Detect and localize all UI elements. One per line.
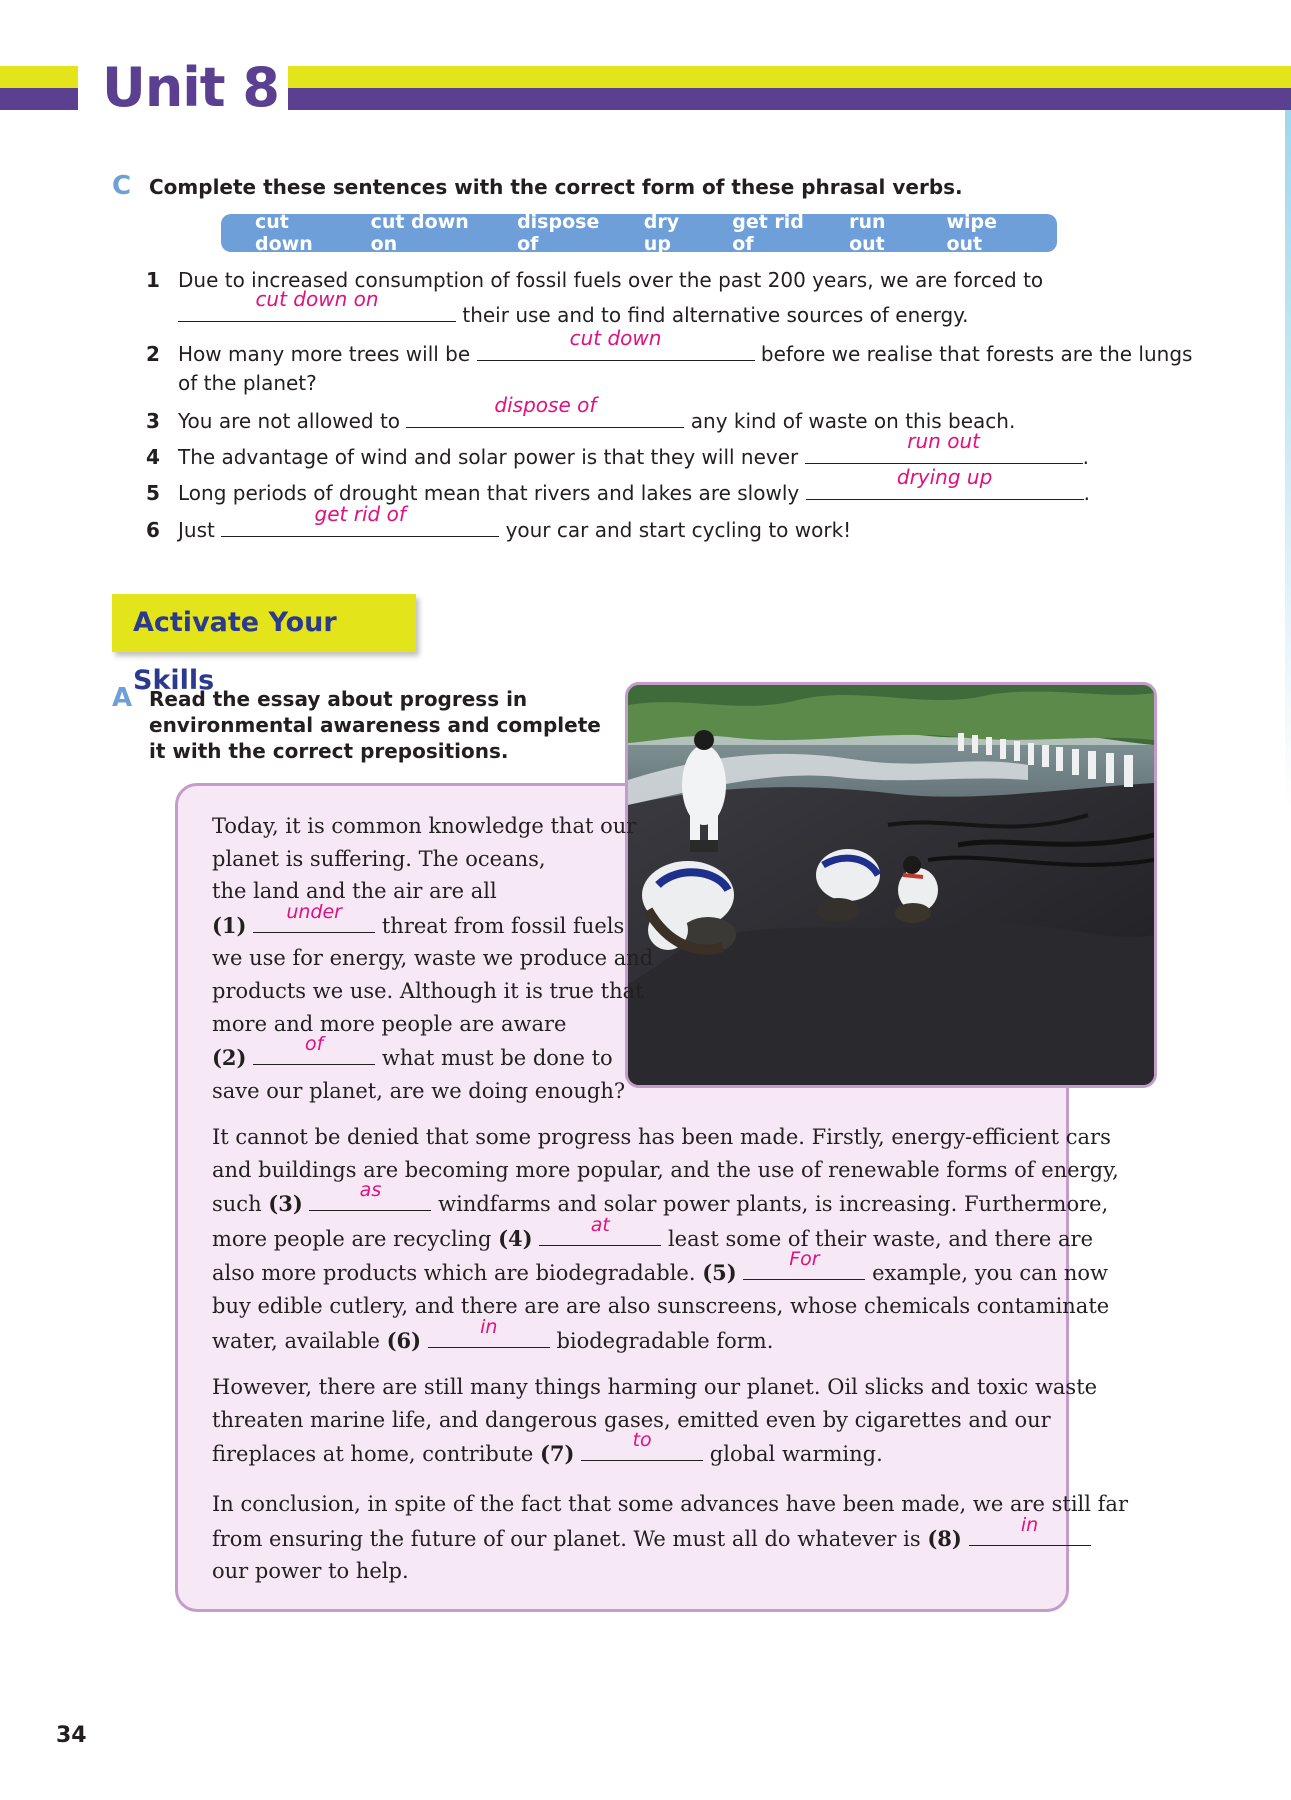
answer-text: cut down — [569, 326, 662, 350]
answer-blank[interactable] — [309, 1179, 431, 1211]
item-number: 1 — [146, 268, 160, 292]
essay-line — [212, 1429, 1097, 1471]
item-text: your car and start cycling to work! — [505, 518, 852, 542]
question-number: (7) — [539, 1441, 575, 1467]
essay-line: save our planet, are we doing enough? — [212, 1078, 626, 1103]
essay-line — [212, 1179, 1119, 1221]
essay-line: the land and the air are all — [212, 879, 497, 904]
answer-text: dispose of — [494, 393, 597, 417]
essay-line: we use for energy, waste we produce and — [212, 946, 654, 971]
item-text: their use and to find alternative sources of energy. — [462, 303, 969, 327]
answer-text: of — [305, 1033, 324, 1056]
answer-text: to — [632, 1429, 652, 1452]
essay-line — [212, 1513, 1128, 1556]
essay-line: our power to help. — [212, 1559, 409, 1584]
essay-paragraph-2 — [212, 1121, 1119, 1357]
answer-text: in — [1020, 1513, 1039, 1536]
essay-paragraph-1 — [212, 810, 653, 1107]
word-bank — [221, 211, 1057, 255]
question-number: (5) — [702, 1260, 737, 1286]
answer-blank[interactable] — [253, 900, 375, 933]
answer-text: in — [480, 1315, 498, 1338]
essay-line — [212, 1248, 1119, 1290]
answer-blank[interactable] — [428, 1315, 550, 1348]
item-text: . — [1083, 481, 1090, 505]
word-bank-item: dry up — [643, 211, 680, 255]
essay-line: However, there are still many things harming our planet. Oil slicks and toxic waste — [212, 1375, 1098, 1399]
answer-blank[interactable] — [221, 502, 499, 537]
item-text: before we realise that forests are the lungs — [760, 342, 1193, 366]
item-text: Due to increased consumption of fossil fuels over the past 200 years, we are forced to — [178, 268, 1044, 292]
question-number: (6) — [386, 1327, 422, 1353]
essay-paragraph-4 — [212, 1488, 1128, 1588]
essay-text: biodegradable form. — [556, 1328, 774, 1353]
section-a-letter: A — [112, 683, 133, 713]
page-number: 34 — [56, 1723, 87, 1748]
essay-line — [212, 900, 653, 943]
item-number: 3 — [146, 409, 160, 433]
answer-blank[interactable] — [806, 465, 1084, 500]
oil-spill-illustration — [628, 685, 1154, 1085]
essay-text: more people are recycling — [212, 1226, 492, 1251]
item-text: How many more trees will be — [178, 342, 471, 366]
essay-text: global warming. — [709, 1442, 883, 1467]
item-text: You are not allowed to — [178, 409, 401, 433]
essay-text: example, you can now — [872, 1261, 1109, 1286]
essay-text: such — [212, 1192, 262, 1217]
word-bank-item: cut down on — [370, 211, 469, 255]
essay-text: least some of their waste, and there are — [667, 1226, 1094, 1251]
page-edge-accent — [1285, 110, 1291, 810]
word-bank-item: get rid of — [732, 211, 804, 255]
section-c-letter: C — [112, 171, 132, 201]
answer-text: For — [789, 1248, 820, 1271]
unit-title: Unit 8 — [102, 56, 279, 119]
item-text: Just — [178, 518, 215, 542]
answer-blank[interactable] — [969, 1513, 1091, 1546]
section-a-instruction — [149, 686, 601, 764]
instruction-line: it with the correct prepositions. — [149, 739, 509, 763]
instruction-line: environmental awareness and complete — [149, 713, 601, 737]
item-text: The advantage of wind and solar power is that they will never — [178, 445, 799, 469]
answer-text: at — [590, 1213, 610, 1236]
answer-text: as — [359, 1179, 382, 1202]
item-number: 6 — [146, 518, 160, 542]
essay-text: water, available — [212, 1328, 380, 1353]
item-text: . — [1082, 445, 1089, 469]
exercise-item-2 — [146, 326, 1193, 368]
answer-blank[interactable] — [253, 1033, 375, 1065]
question-number: (8) — [927, 1525, 962, 1551]
word-bank-item: cut down — [255, 211, 313, 255]
essay-line — [212, 1315, 1119, 1358]
section-c-instruction: Complete these sentences with the correct form of these phrasal verbs. — [149, 175, 963, 199]
activate-skills-banner: Activate Your Skills — [112, 594, 416, 652]
essay-line: buy edible cutlery, and there are are also sunscreens, whose chemicals contaminate — [212, 1293, 1110, 1318]
essay-line — [212, 1213, 1119, 1256]
exercise-item-2-cont: of the planet? — [178, 371, 317, 395]
item-number: 4 — [146, 445, 160, 469]
essay-line: In conclusion, in spite of the fact that some advances have been made, we are still far — [212, 1492, 1128, 1516]
answer-blank[interactable] — [406, 393, 684, 428]
answer-blank[interactable] — [743, 1248, 865, 1280]
item-number: 5 — [146, 481, 160, 505]
question-number: (3) — [268, 1191, 303, 1217]
word-bank-item: run out — [849, 211, 886, 255]
essay-line — [212, 1033, 653, 1075]
essay-line: products we use. Although it is true that — [212, 978, 644, 1003]
answer-blank[interactable] — [805, 429, 1083, 464]
essay-line: threaten marine life, and dangerous gases, emitted even by cigarettes and our — [212, 1407, 1051, 1432]
essay-paragraph-3 — [212, 1371, 1097, 1471]
essay-text: fireplaces at home, contribute — [212, 1442, 534, 1467]
answer-blank[interactable] — [581, 1429, 703, 1461]
essay-line: and buildings are becoming more popular, and the use of renewable forms of energy, — [212, 1157, 1119, 1182]
answer-text: cut down on — [255, 287, 379, 311]
essay-text: threat from fossil fuels — [381, 913, 625, 938]
essay-text: from ensuring the future of our planet. We must all do whatever is — [212, 1526, 921, 1551]
essay-line: It cannot be denied that some progress has been made. Firstly, energy-efficient cars — [212, 1125, 1111, 1149]
question-number: (4) — [498, 1225, 533, 1251]
answer-text: run out — [907, 429, 980, 453]
exercise-item-6 — [146, 502, 852, 544]
answer-blank[interactable] — [178, 287, 456, 322]
word-bank-item: wipe out — [946, 211, 997, 255]
word-bank-item: dispose of — [517, 211, 600, 255]
item-number: 2 — [146, 342, 160, 366]
item-text: any kind of waste on this beach. — [690, 409, 1016, 433]
oil-spill-photo — [625, 682, 1157, 1088]
instruction-line: Read the essay about progress in — [149, 687, 528, 711]
essay-line: more and more people are aware — [212, 1011, 567, 1036]
answer-text: drying up — [896, 465, 993, 489]
answer-blank[interactable] — [539, 1213, 661, 1246]
essay-text: what must be done to — [381, 1046, 613, 1071]
essay-line: Today, it is common knowledge that our — [212, 814, 637, 838]
item-text: Long periods of drought mean that rivers and lakes are slowly — [178, 481, 800, 505]
answer-text: under — [286, 900, 342, 923]
essay-text: also more products which are biodegradable. — [212, 1261, 696, 1286]
essay-text: windfarms and solar power plants, is increasing. Furthermore, — [438, 1192, 1109, 1217]
answer-text: get rid of — [314, 502, 406, 526]
question-number: (1) — [212, 912, 247, 938]
question-number: (2) — [212, 1045, 247, 1071]
essay-line: planet is suffering. The oceans, — [212, 846, 546, 871]
answer-blank[interactable] — [477, 326, 755, 361]
